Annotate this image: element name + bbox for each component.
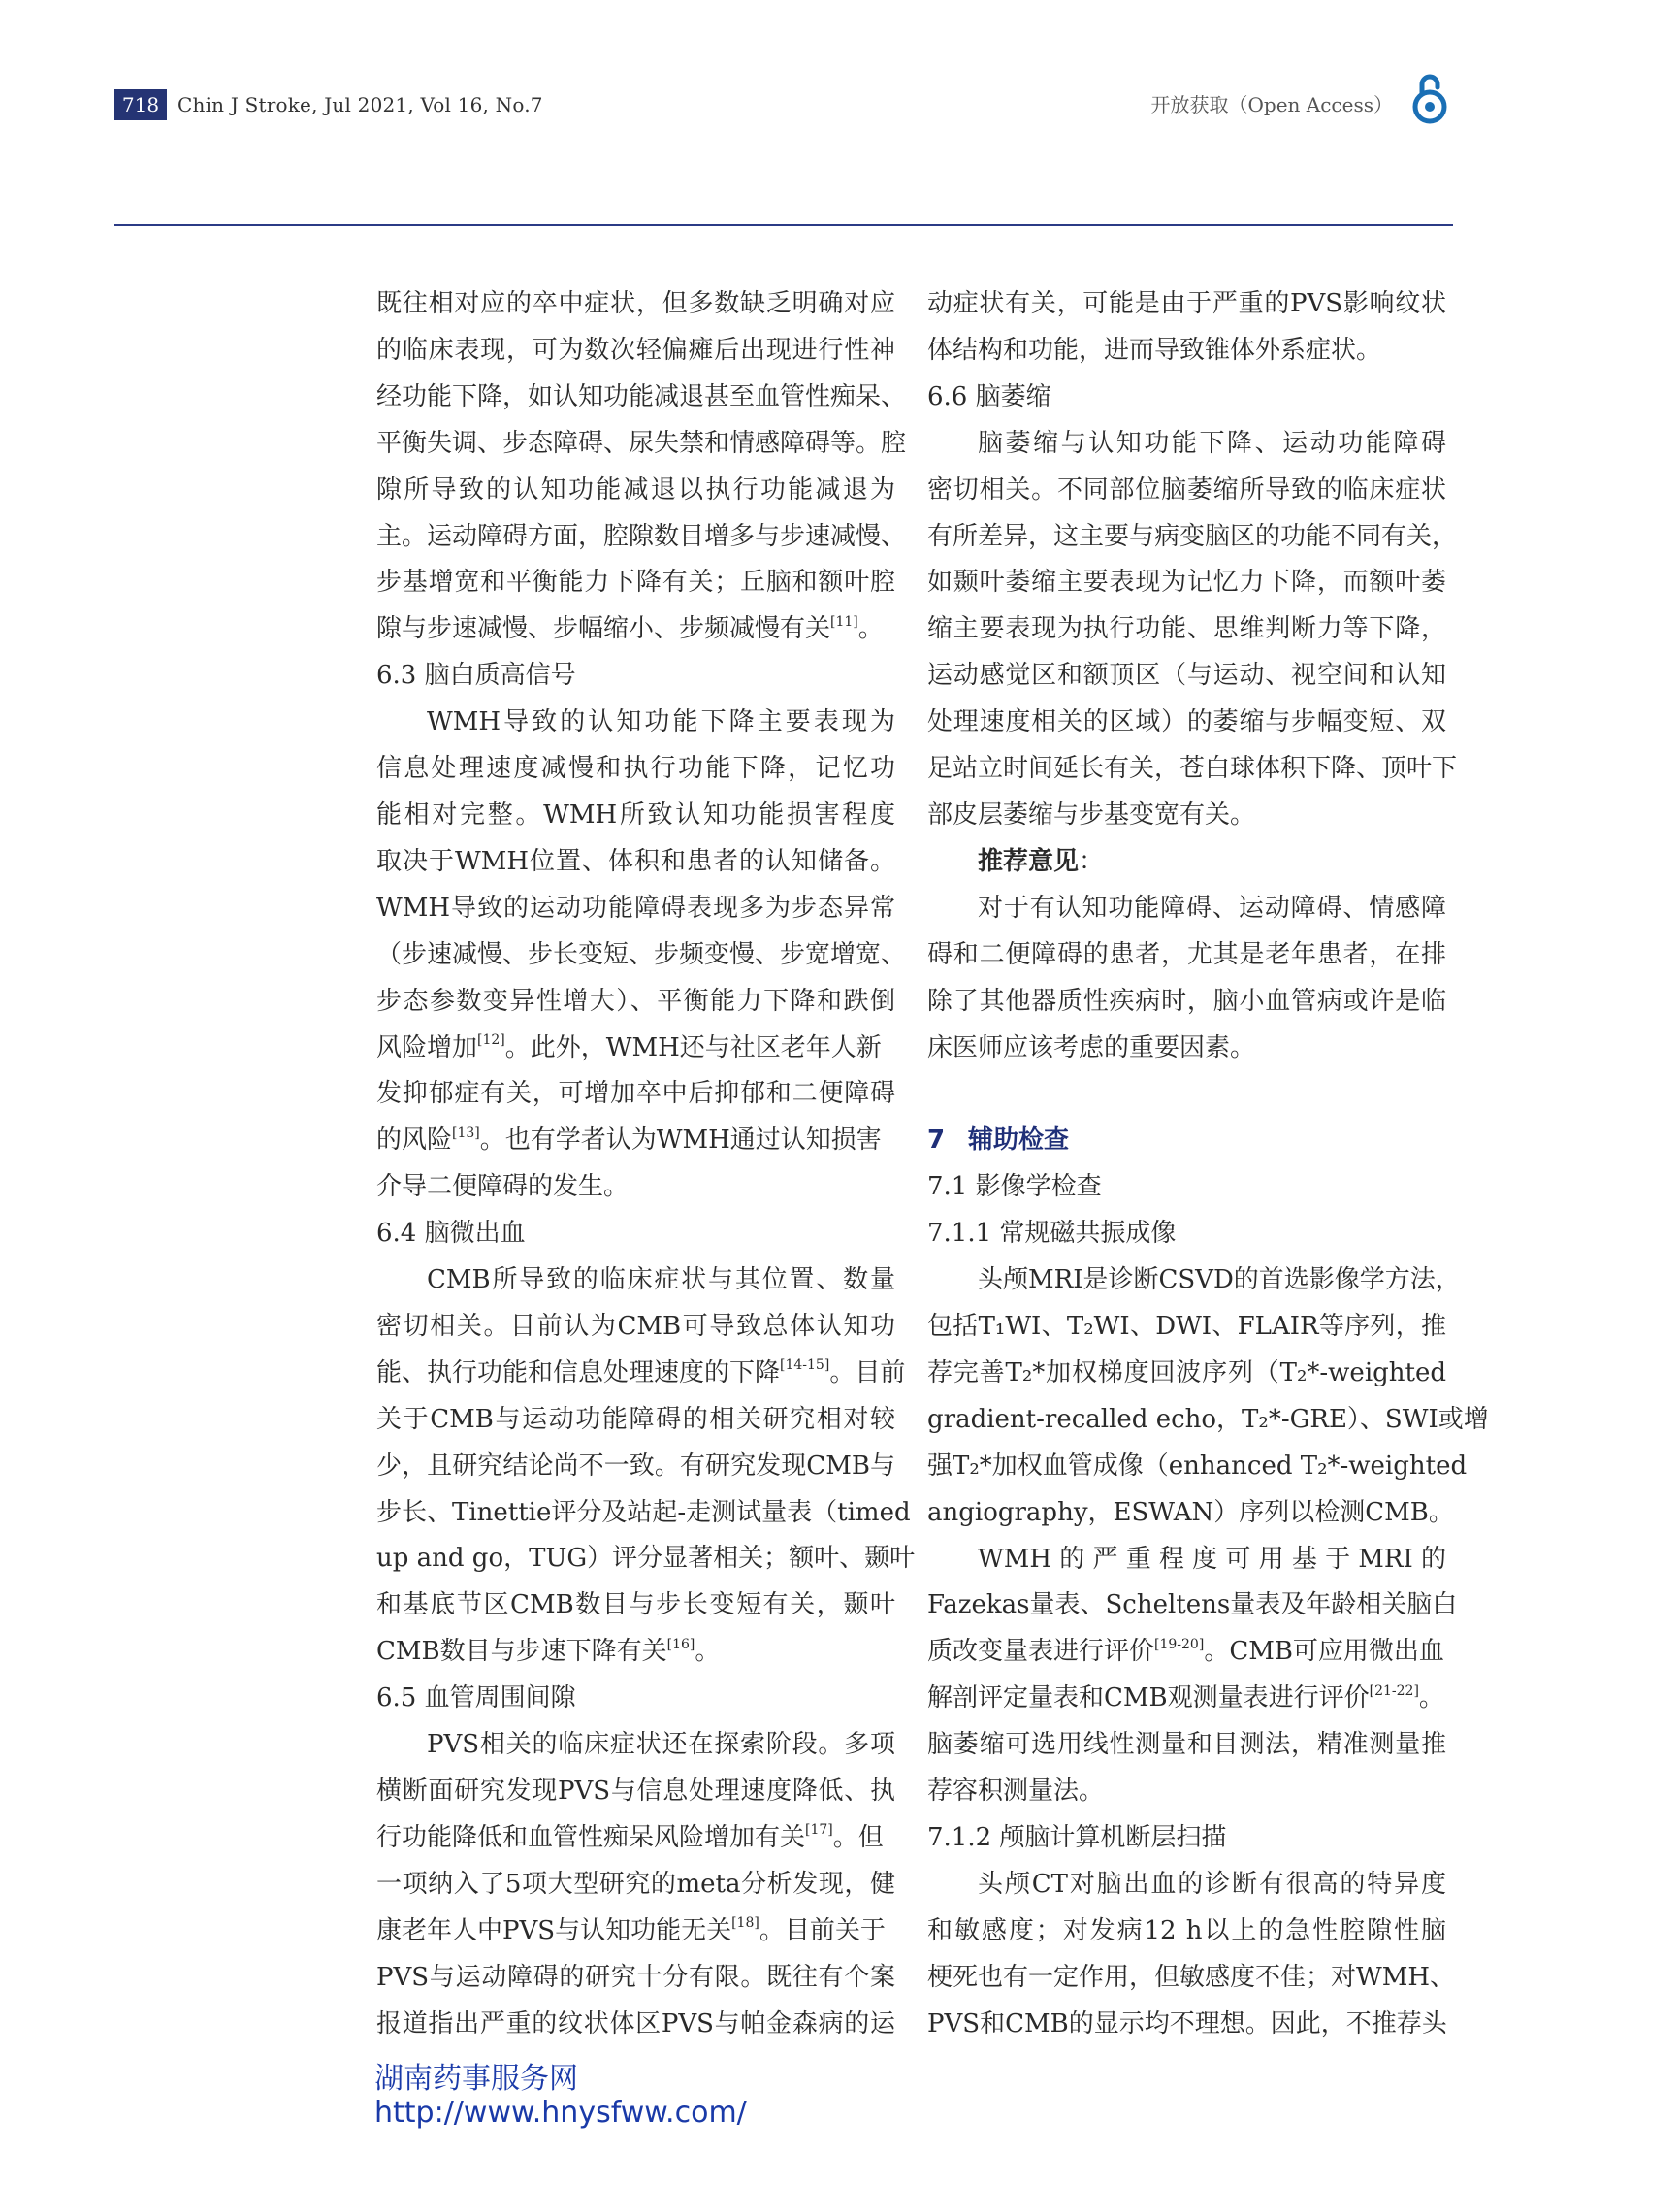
text-line: 隙与步速减慢、步幅缩小、步频减慢有关[11]。 — [376, 613, 884, 644]
text-line: 碍和二便障碍的患者，尤其是老年患者，在排 — [927, 939, 1446, 969]
text-line: 横断面研究发现PVS与信息处理速度降低、执 — [376, 1777, 895, 1806]
text-line: 足站立时间延长有关，苍白球体积下降、顶叶下 — [927, 754, 1458, 784]
section-heading-6-4: 6.4 脑微出血 — [376, 1219, 526, 1249]
text-line: 密切相关。目前认为CMB可导致总体认知功 — [376, 1311, 895, 1341]
text-line: 报道指出严重的纹状体区PVS与帕金森病的运 — [376, 2008, 895, 2038]
text-line: 介导二便障碍的发生。 — [376, 1172, 630, 1202]
text-line: 床医师应该考虑的重要因素。 — [927, 1032, 1256, 1062]
text-line: 脑萎缩与认知功能下降、运动功能障碍 — [978, 428, 1446, 458]
text-line: 荐容积测量法。 — [927, 1777, 1105, 1807]
citation-ref: [11] — [830, 613, 858, 630]
section-heading-6-6: 6.6 脑萎缩 — [927, 381, 1051, 411]
watermark-site-name: 湖南药事服务网 — [374, 2062, 578, 2096]
text-line: 脑萎缩可选用线性测量和目测法，精准测量推 — [927, 1730, 1446, 1760]
text-line: 康老年人中PVS与认知功能无关[18]。目前关于 — [376, 1915, 886, 1945]
text-line: 风险增加[12]。此外，WMH还与社区老年人新 — [376, 1031, 882, 1062]
text-line: 隙所导致的认知功能减退以执行功能减退为 — [376, 474, 895, 505]
text-line: PVS和CMB的显示均不理想。因此，不推荐头 — [927, 2008, 1447, 2038]
text-line: 荐完善T₂*加权梯度回波序列（T₂*-weighted — [927, 1357, 1446, 1387]
citation-ref: [21-22] — [1369, 1682, 1419, 1699]
text-line: WMH的严重程度可用基于MRI的 — [978, 1544, 1446, 1574]
text-line: 梗死也有一定作用，但敏感度不佳；对WMH、 — [927, 1962, 1456, 1992]
text-line: 头颅CT对脑出血的诊断有很高的特异度 — [978, 1869, 1446, 1899]
watermark — [374, 2062, 747, 2130]
open-access-lock-icon — [1411, 72, 1448, 124]
text-line: 体结构和功能，进而导致锥体外系症状。 — [927, 335, 1382, 365]
section-gap — [927, 1071, 1446, 1118]
open-access-label: 开放获取（Open Access） — [1150, 93, 1393, 116]
text-line: 运动感觉区和额顶区（与运动、视空间和认知 — [927, 661, 1446, 691]
text-line: 解剖评定量表和CMB观测量表进行评价[21-22]。 — [927, 1682, 1444, 1713]
text-line: 对于有认知功能障碍、运动障碍、情感障 — [978, 893, 1446, 923]
page-number: 718 — [114, 89, 167, 120]
text-line: 处理速度相关的区域）的萎缩与步幅变短、双 — [927, 707, 1446, 737]
text-line: WMH导致的运动功能障碍表现多为步态异常 — [376, 893, 895, 923]
section-heading-7-1-2: 7.1.2 颅脑计算机断层扫描 — [927, 1823, 1227, 1852]
text-line: Fazekas量表、Scheltens量表及年龄相关脑白 — [927, 1590, 1458, 1620]
section-heading-7-1: 7.1 影像学检查 — [927, 1172, 1102, 1202]
watermark-url[interactable]: http://www.hnysfww.com/ — [374, 2096, 747, 2130]
text-line: CMB数目与步速下降有关[16]。 — [376, 1636, 721, 1667]
text-line: PVS相关的临床症状还在探索阶段。多项 — [427, 1730, 895, 1760]
section-heading-6-3: 6.3 脑白质高信号 — [376, 661, 576, 691]
citation-ref: [19-20] — [1154, 1636, 1205, 1652]
text-line: 取决于WMH位置、体积和患者的认知储备。 — [376, 846, 895, 876]
text-line: gradient-recalled echo，T₂*-GRE）、SWI或增 — [927, 1404, 1489, 1434]
section-heading-6-5: 6.5 血管周围间隙 — [376, 1683, 576, 1713]
citation-ref: [16] — [666, 1636, 695, 1652]
recommendation-label: 推荐意见： — [978, 846, 1105, 876]
section-heading-7-1-1: 7.1.1 常规磁共振成像 — [927, 1219, 1177, 1249]
text-line: 和基底节区CMB数目与步长变短有关，颞叶 — [376, 1590, 895, 1620]
text-line: 平衡失调、步态障碍、尿失禁和情感障碍等。腔 — [376, 428, 907, 458]
text-line: 步态参数变异性增大）、平衡能力下降和跌倒 — [376, 986, 895, 1016]
text-line: 动症状有关，可能是由于严重的PVS影响纹状 — [927, 289, 1446, 318]
text-line: 的风险[13]。也有学者认为WMH通过认知损害 — [376, 1125, 882, 1156]
text-line: 和敏感度；对发病12 h以上的急性腔隙性脑 — [927, 1915, 1446, 1945]
citation-ref: [18] — [731, 1915, 759, 1932]
text-line: 缩主要表现为执行功能、思维判断力等下降， — [927, 614, 1446, 644]
text-line: 如颞叶萎缩主要表现为记忆力下降，而额叶萎 — [927, 568, 1446, 598]
text-line: 少，且研究结论尚不一致。有研究发现CMB与 — [376, 1451, 895, 1481]
text-line: 步长、Tinettie评分及站起-走测试量表（timed — [376, 1497, 911, 1527]
section-heading-7: 7 辅助检查 — [927, 1125, 1070, 1156]
citation-ref: [12] — [477, 1031, 505, 1048]
text-line: 除了其他器质性疾病时，脑小血管病或许是临 — [927, 986, 1446, 1016]
citation-ref: [13] — [452, 1125, 480, 1141]
text-line: angiography，ESWAN）序列以检测CMB。 — [927, 1497, 1454, 1527]
text-line: 经功能下降，如认知功能减退甚至血管性痴呆、 — [376, 381, 907, 411]
citation-ref: [17] — [805, 1822, 833, 1839]
text-line: 强T₂*加权血管成像（enhanced T₂*-weighted — [927, 1451, 1468, 1481]
text-line: 包括T₁WI、T₂WI、DWI、FLAIR等序列，推 — [927, 1312, 1446, 1342]
text-line: WMH导致的认知功能下降主要表现为 — [427, 707, 895, 737]
text-line: 信息处理速度减慢和执行功能下降，记忆功 — [376, 754, 895, 784]
page-header — [0, 0, 1680, 233]
text-line: 密切相关。不同部位脑萎缩所导致的临床症状 — [927, 474, 1446, 505]
citation-ref: [14-15] — [780, 1357, 830, 1374]
text-line: 关于CMB与运动功能障碍的相关研究相对较 — [376, 1404, 895, 1434]
text-line: 一项纳入了5项大型研究的meta分析发现，健 — [376, 1869, 895, 1899]
journal-citation: Chin J Stroke, Jul 2021, Vol 16, No.7 — [178, 93, 543, 116]
text-line: 发抑郁症有关，可增加卒中后抑郁和二便障碍 — [376, 1079, 895, 1109]
text-line: CMB所导致的临床症状与其位置、数量 — [427, 1265, 895, 1295]
text-line: 主。运动障碍方面，腔隙数目增多与步速减慢、 — [376, 521, 907, 551]
text-line: 能、执行功能和信息处理速度的下降[14-15]。目前 — [376, 1357, 906, 1387]
text-line: 的临床表现，可为数次轻偏瘫后出现进行性神 — [376, 335, 895, 365]
header-rule — [114, 224, 1453, 226]
text-line: 质改变量表进行评价[19-20]。CMB可应用微出血 — [927, 1636, 1444, 1667]
right-column — [927, 281, 1489, 2048]
text-line: 能相对完整。WMH所致认知功能损害程度 — [376, 799, 895, 830]
text-line: 既往相对应的卒中症状，但多数缺乏明确对应 — [376, 289, 895, 318]
text-line: 有所差异，这主要与病变脑区的功能不同有关， — [927, 521, 1458, 551]
left-column — [376, 281, 916, 2047]
text-line: up and go，TUG）评分显著相关；额叶、颞叶 — [376, 1544, 916, 1574]
text-line: 步基增宽和平衡能力下降有关；丘脑和额叶腔 — [376, 568, 895, 598]
text-line: 行功能降低和血管性痴呆风险增加有关[17]。但 — [376, 1822, 884, 1852]
text-line: 头颅MRI是诊断CSVD的首选影像学方法， — [978, 1265, 1461, 1295]
text-line: （步速减慢、步长变短、步频变慢、步宽增宽、 — [376, 939, 907, 969]
text-line: PVS与运动障碍的研究十分有限。既往有个案 — [376, 1962, 895, 1992]
text-line: 部皮层萎缩与步基变宽有关。 — [927, 799, 1256, 830]
